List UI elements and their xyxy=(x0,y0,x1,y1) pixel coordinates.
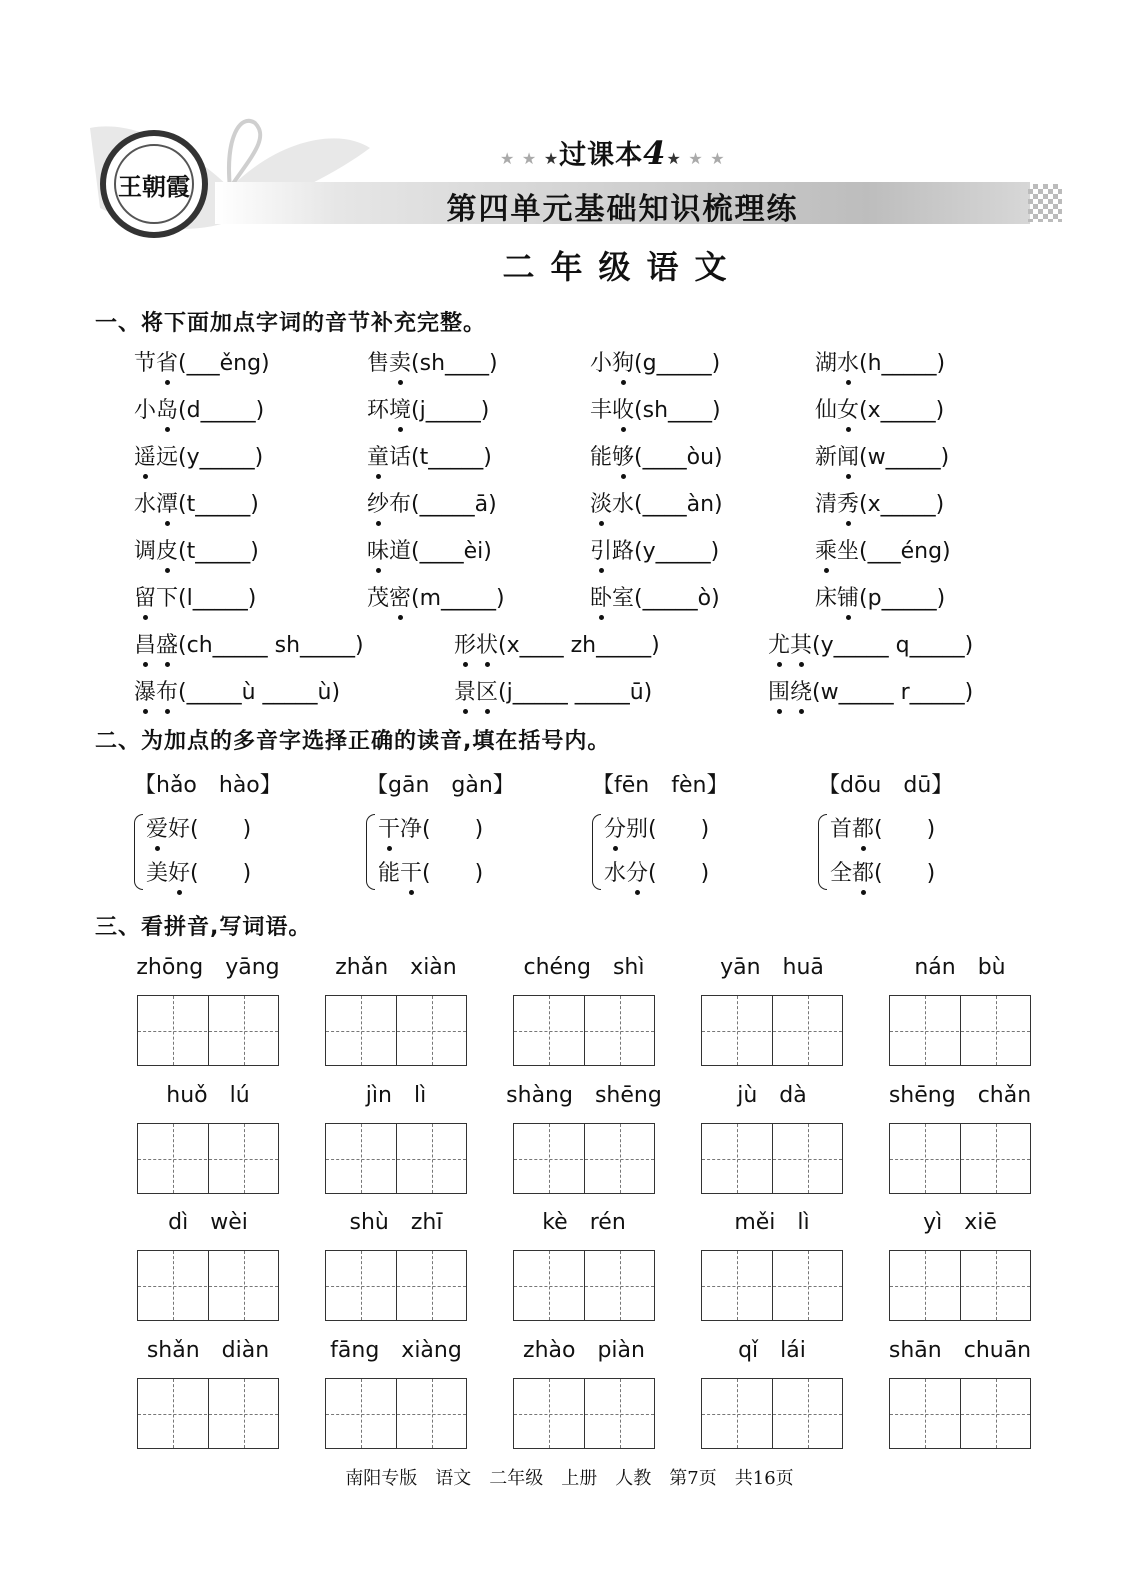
word-char: 其 xyxy=(790,628,812,659)
writing-grid[interactable] xyxy=(889,995,1031,1066)
pinyin-blank[interactable]: (p_____) xyxy=(859,586,946,611)
brace xyxy=(134,814,143,890)
pinyin-syllable: yāng xyxy=(225,955,280,980)
word-char: 清 xyxy=(815,492,838,517)
word-char: 爱 xyxy=(146,812,168,843)
pinyin-syllable: chéng xyxy=(523,955,591,980)
word-char: 水 xyxy=(837,346,859,377)
answer-blank[interactable]: ( ) xyxy=(874,861,936,886)
word-char: 布 xyxy=(156,675,178,706)
word-cell xyxy=(701,1083,843,1113)
writing-grid[interactable] xyxy=(325,995,467,1066)
pinyin-label xyxy=(325,1083,467,1113)
pinyin-blank[interactable]: (x_____) xyxy=(859,398,945,423)
pinyin-blank[interactable]: (sh____) xyxy=(634,398,721,423)
word-char: 岛 xyxy=(156,393,178,424)
pinyin-blank[interactable]: (x____ zh_____) xyxy=(498,633,660,658)
writing-grid[interactable] xyxy=(137,1250,279,1321)
pinyin-item xyxy=(367,534,492,565)
writing-grid[interactable] xyxy=(889,1378,1031,1449)
word-cell xyxy=(889,1083,1031,1113)
word-char: 乘 xyxy=(815,534,837,565)
word-char: 闻 xyxy=(837,440,859,471)
word-char: 昌 xyxy=(134,628,156,659)
word-char: 仙 xyxy=(815,398,838,423)
word-char: 绕 xyxy=(790,675,812,706)
word-char: 童 xyxy=(367,440,389,471)
pinyin-syllable: shǎn xyxy=(146,1338,200,1363)
pinyin-blank[interactable]: (w_____ r_____) xyxy=(812,680,974,705)
word-char: 区 xyxy=(476,675,498,706)
pinyin-item xyxy=(134,581,256,612)
word-char: 湖 xyxy=(815,351,838,376)
writing-grid[interactable] xyxy=(137,1123,279,1194)
pinyin-item xyxy=(134,346,270,377)
word-char: 干 xyxy=(400,856,422,887)
polyphone-options: 【dōu dū】 xyxy=(818,773,954,798)
word-char: 水 xyxy=(604,861,627,886)
pinyin-syllable: kè xyxy=(542,1210,568,1235)
word-char: 净 xyxy=(400,817,423,842)
writing-grid[interactable] xyxy=(513,1123,655,1194)
word-char: 都 xyxy=(852,812,874,843)
pinyin-syllable: yì xyxy=(923,1210,943,1235)
pinyin-blank[interactable]: (____òu) xyxy=(634,445,723,470)
pinyin-label xyxy=(513,1210,655,1240)
pinyin-syllable: bù xyxy=(977,955,1006,980)
pinyin-syllable: lái xyxy=(780,1338,806,1363)
word-char: 售 xyxy=(367,351,390,376)
pinyin-label xyxy=(701,1338,843,1368)
word-char: 床 xyxy=(815,586,838,611)
word-char: 能 xyxy=(378,861,401,886)
writing-grid[interactable] xyxy=(513,995,655,1066)
polyphone-line xyxy=(146,812,251,843)
pinyin-syllable: qǐ xyxy=(738,1338,759,1363)
pinyin-syllable: zhōng xyxy=(136,955,204,980)
word-char: 淡 xyxy=(590,487,612,518)
pinyin-item xyxy=(815,393,944,424)
pinyin-syllable: xiàn xyxy=(410,955,457,980)
word-char: 盛 xyxy=(156,628,178,659)
word-char: 收 xyxy=(612,393,634,424)
word-char: 水 xyxy=(134,492,157,517)
polyphone-options: 【fēn fèn】 xyxy=(592,773,729,798)
brace xyxy=(366,814,375,890)
pinyin-item xyxy=(367,487,497,518)
pinyin-syllable: xiē xyxy=(964,1210,997,1235)
pinyin-syllable: lì xyxy=(413,1083,427,1108)
word-char: 铺 xyxy=(837,581,859,612)
pinyin-syllable: huā xyxy=(782,955,824,980)
pinyin-syllable: jù xyxy=(737,1083,758,1108)
pinyin-syllable: zhī xyxy=(410,1210,443,1235)
polyphone-words xyxy=(592,812,762,892)
pinyin-syllable: chuān xyxy=(963,1338,1032,1363)
writing-grid[interactable] xyxy=(137,1378,279,1449)
word-cell xyxy=(325,1210,467,1240)
answer-blank[interactable]: ( ) xyxy=(422,817,484,842)
brace xyxy=(818,814,827,890)
word-char: 首 xyxy=(830,817,853,842)
pinyin-syllable: shì xyxy=(612,955,645,980)
word-char: 皮 xyxy=(156,534,178,565)
word-char: 形 xyxy=(454,628,476,659)
word-char: 景 xyxy=(454,675,476,706)
pinyin-item xyxy=(815,346,945,377)
word-char: 分 xyxy=(626,856,648,887)
pinyin-syllable: zhǎn xyxy=(335,955,389,980)
word-cell xyxy=(701,1210,843,1240)
pinyin-syllable: wèi xyxy=(210,1210,248,1235)
pinyin-label xyxy=(513,955,655,985)
series-kicker: ★ ★ ★过课本4★ ★ ★ xyxy=(500,134,726,172)
polyphone-words xyxy=(366,812,536,892)
pinyin-syllable: shàng xyxy=(506,1083,573,1108)
polyphone-words xyxy=(818,812,988,892)
word-char: 能 xyxy=(590,445,613,470)
pinyin-item xyxy=(590,346,720,377)
pinyin-item xyxy=(768,675,973,706)
word-cell xyxy=(325,1083,467,1113)
word-char: 话 xyxy=(389,445,412,470)
pinyin-label xyxy=(137,1210,279,1240)
word-cell xyxy=(325,955,467,985)
pinyin-syllable: jìn xyxy=(365,1083,392,1108)
pinyin-label xyxy=(137,955,279,985)
pinyin-item xyxy=(590,440,723,471)
pinyin-blank[interactable]: (t_____) xyxy=(178,539,259,564)
pinyin-syllable: shēng xyxy=(594,1083,662,1108)
pinyin-syllable: dà xyxy=(779,1083,807,1108)
pinyin-syllable: yān xyxy=(720,955,761,980)
pinyin-label xyxy=(325,955,467,985)
writing-grid[interactable] xyxy=(513,1250,655,1321)
pinyin-item xyxy=(815,487,944,518)
word-char: 尤 xyxy=(768,628,790,659)
word-cell xyxy=(701,955,843,985)
writing-grid[interactable] xyxy=(513,1378,655,1449)
word-char: 丰 xyxy=(590,398,613,423)
word-char: 水 xyxy=(612,492,635,517)
pinyin-blank[interactable]: (j_____) xyxy=(411,398,490,423)
pinyin-syllable: shān xyxy=(888,1338,942,1363)
word-char: 干 xyxy=(378,812,400,843)
section2-title: 二、为加点的多音字选择正确的读音,填在括号内。 xyxy=(95,729,611,754)
word-cell xyxy=(325,1338,467,1368)
pinyin-syllable: chǎn xyxy=(977,1083,1032,1108)
pinyin-syllable: fāng xyxy=(330,1338,380,1363)
polyphone-line xyxy=(378,812,483,843)
pinyin-label xyxy=(889,955,1031,985)
pinyin-item xyxy=(590,581,720,612)
pinyin-syllable: lì xyxy=(797,1210,810,1235)
pinyin-item xyxy=(590,393,721,424)
word-cell xyxy=(889,1338,1031,1368)
pinyin-label xyxy=(137,1338,279,1368)
word-cell xyxy=(137,955,279,985)
word-char: 茂 xyxy=(367,586,390,611)
word-cell xyxy=(889,955,1031,985)
word-cell xyxy=(513,1210,655,1240)
answer-blank[interactable]: ( ) xyxy=(190,861,252,886)
writing-grid[interactable] xyxy=(325,1378,467,1449)
word-cell xyxy=(513,955,655,985)
pinyin-blank[interactable]: (_____ù _____ù) xyxy=(178,680,341,705)
word-char: 室 xyxy=(612,586,635,611)
word-cell xyxy=(137,1210,279,1240)
pinyin-item xyxy=(134,440,263,471)
polyphone-line xyxy=(146,856,251,887)
word-char: 瀑 xyxy=(134,675,156,706)
word-char: 状 xyxy=(476,628,498,659)
polyphone-line xyxy=(830,812,935,843)
pinyin-syllable: měi xyxy=(734,1210,776,1235)
word-char: 够 xyxy=(612,440,634,471)
pinyin-syllable: zhào xyxy=(523,1338,576,1363)
pinyin-item xyxy=(134,487,259,518)
polyphone-options: 【gān gàn】 xyxy=(366,773,515,798)
writing-grid[interactable] xyxy=(701,1250,843,1321)
answer-blank[interactable]: ( ) xyxy=(648,861,710,886)
pinyin-blank[interactable]: (m_____) xyxy=(411,586,505,611)
pinyin-blank[interactable]: (w_____) xyxy=(859,445,950,470)
word-char: 都 xyxy=(852,856,874,887)
pinyin-blank[interactable]: (h_____) xyxy=(859,351,946,376)
word-char: 节 xyxy=(134,351,157,376)
pinyin-blank[interactable]: (d_____) xyxy=(178,398,265,423)
word-char: 好 xyxy=(168,817,191,842)
pinyin-blank[interactable]: (j_____ _____ū) xyxy=(498,680,653,705)
polyphone-words xyxy=(134,812,304,892)
pinyin-blank[interactable]: (___ěng) xyxy=(178,351,270,376)
polyphone-line xyxy=(604,812,709,843)
word-char: 别 xyxy=(626,817,649,842)
word-char: 纱 xyxy=(367,487,389,518)
writing-grid[interactable] xyxy=(701,1123,843,1194)
pinyin-label xyxy=(889,1210,1031,1240)
pinyin-blank[interactable]: (y_____ q_____) xyxy=(812,633,974,658)
pinyin-item xyxy=(590,487,723,518)
pinyin-label xyxy=(137,1083,279,1113)
word-char: 新 xyxy=(815,445,838,470)
pinyin-syllable: shēng xyxy=(888,1083,956,1108)
pinyin-blank[interactable]: (____àn) xyxy=(634,492,723,517)
polyphone-options: 【hǎo hào】 xyxy=(134,773,282,798)
writing-grid[interactable] xyxy=(325,1250,467,1321)
pinyin-blank[interactable]: (____èi) xyxy=(411,539,492,564)
pinyin-item xyxy=(134,534,259,565)
writing-grid[interactable] xyxy=(325,1123,467,1194)
word-char: 卧 xyxy=(590,581,612,612)
pinyin-item xyxy=(367,581,505,612)
word-char: 环 xyxy=(367,398,390,423)
word-char: 女 xyxy=(837,393,859,424)
pinyin-label xyxy=(701,1083,843,1113)
pinyin-label xyxy=(506,1083,662,1113)
word-char: 留 xyxy=(134,581,156,612)
answer-blank[interactable]: ( ) xyxy=(874,817,936,842)
pinyin-item xyxy=(454,628,660,659)
pinyin-blank[interactable]: (y_____) xyxy=(634,539,720,564)
word-cell xyxy=(506,1083,662,1113)
word-char: 卖 xyxy=(389,346,411,377)
word-char: 调 xyxy=(134,539,157,564)
writing-grid[interactable] xyxy=(137,995,279,1066)
pinyin-blank[interactable]: (_____ā) xyxy=(411,492,497,517)
word-char: 道 xyxy=(389,539,412,564)
pinyin-item xyxy=(134,628,364,659)
section1-title: 一、将下面加点字词的音节补充完整。 xyxy=(95,311,487,336)
pinyin-syllable: rén xyxy=(589,1210,626,1235)
pinyin-label xyxy=(325,1210,467,1240)
word-char: 分 xyxy=(604,812,626,843)
word-cell xyxy=(889,1210,1031,1240)
pinyin-syllable: dì xyxy=(168,1210,189,1235)
writing-grid[interactable] xyxy=(701,1378,843,1449)
pinyin-syllable: diàn xyxy=(221,1338,270,1363)
pinyin-blank[interactable]: (_____ò) xyxy=(634,586,720,611)
pinyin-item xyxy=(815,440,949,471)
word-cell xyxy=(137,1338,279,1368)
pinyin-item xyxy=(134,393,264,424)
pinyin-item xyxy=(768,628,973,659)
section3-title: 三、看拼音,写词语。 xyxy=(95,915,312,940)
word-char: 潭 xyxy=(156,487,178,518)
answer-blank[interactable]: ( ) xyxy=(422,861,484,886)
pinyin-syllable: lú xyxy=(229,1083,250,1108)
pinyin-blank[interactable]: (___éng) xyxy=(859,539,951,564)
pinyin-blank[interactable]: (l_____) xyxy=(178,586,257,611)
pinyin-item xyxy=(454,675,652,706)
pinyin-blank[interactable]: (t_____) xyxy=(411,445,492,470)
word-char: 小 xyxy=(134,398,157,423)
pinyin-label xyxy=(701,955,843,985)
pinyin-item xyxy=(367,440,492,471)
page-footer: 南阳专版 语文 二年级 上册 人教 第7页 共16页 xyxy=(345,1468,794,1489)
word-char: 引 xyxy=(590,534,612,565)
writing-grid[interactable] xyxy=(889,1250,1031,1321)
writing-grid[interactable] xyxy=(701,995,843,1066)
pinyin-blank[interactable]: (t_____) xyxy=(178,492,259,517)
word-char: 境 xyxy=(389,393,411,424)
word-char: 小 xyxy=(590,351,613,376)
word-char: 密 xyxy=(389,581,411,612)
word-char: 远 xyxy=(156,445,179,470)
word-char: 秀 xyxy=(837,487,859,518)
word-cell xyxy=(137,1083,279,1113)
word-cell xyxy=(513,1338,655,1368)
pinyin-syllable: xiàng xyxy=(401,1338,462,1363)
pinyin-item xyxy=(134,675,340,706)
pinyin-syllable: nán xyxy=(914,955,956,980)
publisher-logo: 王朝霞 xyxy=(100,130,208,238)
brace xyxy=(592,814,601,890)
pinyin-label xyxy=(513,1338,655,1368)
pinyin-item xyxy=(367,346,498,377)
pinyin-blank[interactable]: (y_____) xyxy=(178,445,264,470)
pinyin-item xyxy=(815,581,945,612)
word-char: 坐 xyxy=(837,539,860,564)
word-char: 下 xyxy=(156,586,179,611)
pinyin-label xyxy=(325,1338,467,1368)
pinyin-blank[interactable]: (x_____) xyxy=(859,492,945,517)
word-char: 好 xyxy=(168,856,190,887)
writing-grid[interactable] xyxy=(889,1123,1031,1194)
word-char: 遥 xyxy=(134,440,156,471)
pinyin-blank[interactable]: (g_____) xyxy=(634,351,721,376)
answer-blank[interactable]: ( ) xyxy=(648,817,710,842)
subject-title: 二年级语文 xyxy=(502,248,743,286)
word-char: 布 xyxy=(389,492,412,517)
word-char: 味 xyxy=(367,534,389,565)
word-char: 路 xyxy=(612,539,635,564)
pinyin-label xyxy=(701,1210,843,1240)
word-char: 狗 xyxy=(612,346,634,377)
pinyin-item xyxy=(815,534,951,565)
polyphone-line xyxy=(378,856,483,887)
pinyin-item xyxy=(590,534,719,565)
pinyin-label xyxy=(889,1083,1031,1113)
polyphone-line xyxy=(604,856,709,887)
pinyin-syllable: shù xyxy=(349,1210,389,1235)
pinyin-syllable: huǒ xyxy=(166,1083,208,1108)
word-char: 美 xyxy=(146,861,169,886)
pinyin-syllable: piàn xyxy=(597,1338,645,1363)
word-char: 省 xyxy=(156,346,178,377)
word-char: 全 xyxy=(830,861,853,886)
answer-blank[interactable]: ( ) xyxy=(190,817,252,842)
pinyin-blank[interactable]: (sh____) xyxy=(411,351,498,376)
unit-title: 第四单元基础知识梳理练 xyxy=(446,192,799,227)
polyphone-line xyxy=(830,856,935,887)
word-cell xyxy=(701,1338,843,1368)
pinyin-label xyxy=(889,1338,1031,1368)
word-char: 围 xyxy=(768,675,790,706)
pinyin-blank[interactable]: (ch_____ sh_____) xyxy=(178,633,364,658)
pinyin-item xyxy=(367,393,489,424)
